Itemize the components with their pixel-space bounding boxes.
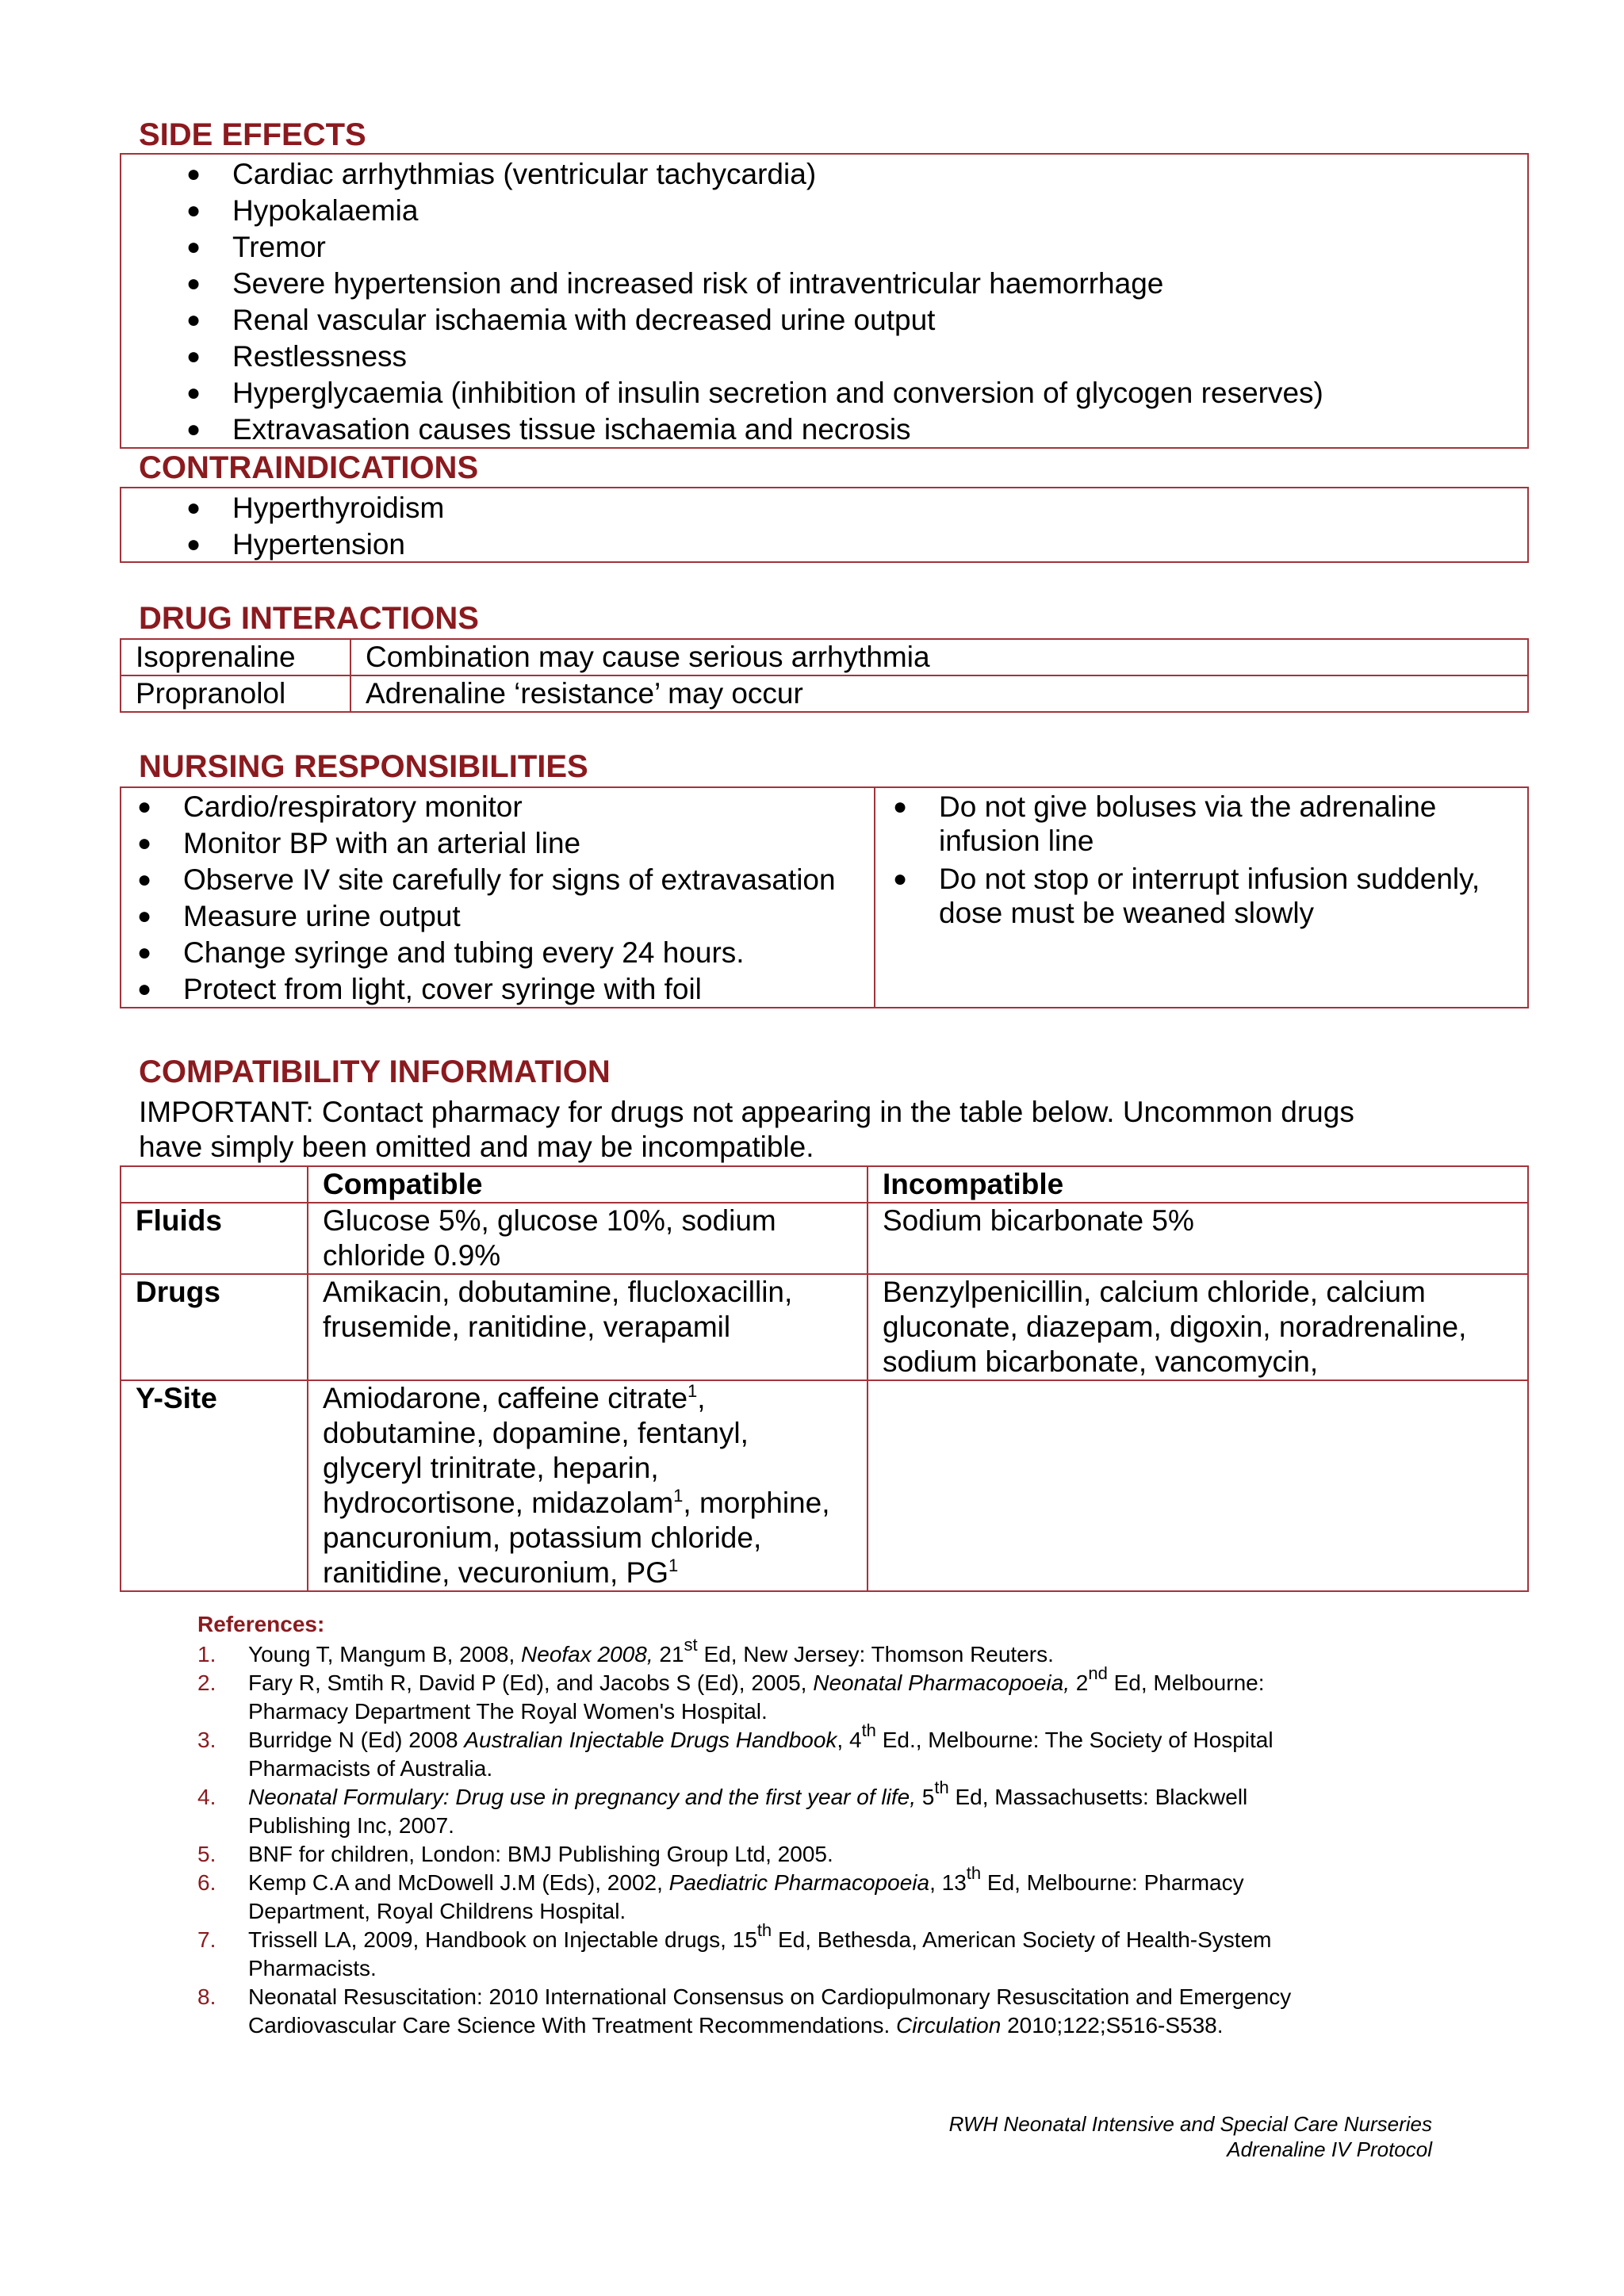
cell-line: Glucose 5%, glucose 10%, sodium <box>323 1204 776 1237</box>
table-row <box>121 639 1528 675</box>
list-item: Do not give boluses via the adrenaline <box>939 790 1437 823</box>
cell-line: dobutamine, dopamine, fentanyl, <box>323 1417 749 1449</box>
footer-line: Adrenaline IV Protocol <box>1227 2137 1432 2161</box>
list-item: Measure urine output <box>183 900 461 932</box>
list-item: Renal vascular ischaemia with decreased urine output <box>232 304 936 336</box>
list-item: Hyperthyroidism <box>232 492 445 524</box>
table-row <box>121 1380 1528 1591</box>
list-item: Change syringe and tubing every 24 hours. <box>183 936 745 969</box>
empty-header-cell <box>121 1166 308 1203</box>
fluids-compatible-cell <box>308 1203 868 1274</box>
bullet-icon: ● <box>137 867 152 893</box>
list-item: Restlessness <box>232 340 408 373</box>
reference-item: 1. Young T, Mangum B, 2008, Neofax 2008, 21st Ed, New Jersey: Thomson Reuters. <box>197 1635 1054 1667</box>
reference-item: 7. Trissell LA, 2009, Handbook on Injectable drugs, 15th Ed, Bethesda, American Society of Health-System Pharmacists. <box>197 1920 1272 1980</box>
table-row <box>121 1274 1528 1380</box>
compatibility-note-continued: have simply been omitted and may be incompatible. <box>139 1131 814 1163</box>
list-item: Hypertension <box>232 528 406 561</box>
table-row <box>121 675 1528 712</box>
bullet-icon: ● <box>186 343 201 369</box>
cell-line: Amiodarone, caffeine citrate$^1$, <box>323 1381 706 1414</box>
list-item: Protect from light, cover syringe with foil <box>183 973 702 1005</box>
list-item: Do not stop or interrupt infusion suddenly, <box>939 863 1480 895</box>
list-item: Monitor BP with an arterial line <box>183 827 581 859</box>
bullet-icon: ● <box>137 903 152 929</box>
drug-interactions-heading: DRUG INTERACTIONS <box>139 601 479 636</box>
list-item: Severe hypertension and increased risk of intraventricular haemorrhage <box>232 267 1164 300</box>
incompatible-header: Incompatible <box>868 1166 1528 1203</box>
bullet-icon: ● <box>186 416 201 442</box>
bullet-icon: ● <box>137 976 152 1002</box>
bullet-icon: ● <box>186 380 201 406</box>
list-item: Hypokalaemia <box>232 194 419 227</box>
bullet-icon: ● <box>893 794 908 820</box>
cell-line: ranitidine, vecuronium, $PG^1$ <box>323 1556 679 1589</box>
list-item-continued: infusion line <box>939 825 1094 857</box>
drugs-label: Drugs <box>121 1274 308 1380</box>
bullet-icon: ● <box>186 495 201 521</box>
ysite-incompatible-cell <box>868 1380 1528 1591</box>
list-item: Extravasation causes tissue ischaemia and necrosis <box>232 413 911 446</box>
bullet-icon: ● <box>186 270 201 297</box>
references-title: References: <box>197 1612 325 1636</box>
fluids-label: Fluids <box>121 1203 308 1274</box>
effect-cell: Combination may cause serious arrhythmia <box>350 639 1528 675</box>
reference-item: 6. Kemp C.A and McDowell J.M (Eds), 2002, Paediatric Pharmacopoeia, 13th Ed, Melbourne: Pharmacy Department, Royal Childrens Hospital. <box>197 1863 1244 1923</box>
bullet-icon: ● <box>186 531 201 557</box>
cell-line: sodium bicarbonate, vancomycin, <box>883 1345 1319 1378</box>
ysite-compatible-cell <box>308 1380 868 1591</box>
contraindications-heading: CONTRAINDICATIONS <box>139 450 479 485</box>
list-item-continued: dose must be weaned slowly <box>939 897 1315 929</box>
footer-line: RWH Neonatal Intensive and Special Care Nurseries <box>948 2112 1432 2136</box>
nursing-heading: NURSING RESPONSIBILITIES <box>139 749 588 784</box>
bullet-icon: ● <box>186 234 201 260</box>
reference-item: 2. Fary R, Smtih R, David P (Ed), and Jacobs S (Ed), 2005, Neonatal Pharmacopoeia, 2nd Ed, Melbourne: Pharmacy Department The Royal Women's Hospital. <box>197 1663 1265 1724</box>
bullet-icon: ● <box>186 197 201 224</box>
cell-line: hydrocortisone, midazolam$^1$, morphine, <box>323 1486 830 1519</box>
cell-line: glyceryl trinitrate, heparin, <box>323 1452 659 1484</box>
reference-item: 5. BNF for children, London: BMJ Publishing Group Ltd, 2005. <box>197 1842 833 1866</box>
table-row <box>121 1203 1528 1274</box>
bullet-icon: ● <box>137 794 152 820</box>
cell-line: pancuronium, potassium chloride, <box>323 1521 762 1554</box>
drugs-compatible-cell <box>308 1274 868 1380</box>
compatibility-note: IMPORTANT: Contact pharmacy for drugs not appearing in the table below. Uncommon drugs <box>139 1096 1354 1128</box>
table-header-row <box>121 1166 1528 1203</box>
effect-cell: Adrenaline ‘resistance’ may occur <box>350 675 1528 712</box>
reference-item: 4. Neonatal Formulary: Drug use in pregnancy and the first year of life, 5th Ed, Massachusetts: Blackwell Publishing Inc, 2007. <box>197 1777 1248 1838</box>
compatibility-table <box>120 1165 1529 1592</box>
list-item: Observe IV site carefully for signs of extravasation <box>183 863 836 896</box>
reference-item: 3. Burridge N (Ed) 2008 Australian Injectable Drugs Handbook, 4th Ed., Melbourne: The Society of Hospital Pharmacists of Australia. <box>197 1720 1274 1781</box>
list-item: Cardiac arrhythmias (ventricular tachycardia) <box>232 158 817 190</box>
reference-item: 8. Neonatal Resuscitation: 2010 International Consensus on Cardiopulmonary Resuscitation and Emergency Cardiovascular Care Science With Treatment Recommendations. Circulation 2010;122;S516-S538. <box>197 1984 1292 2038</box>
fluids-incompatible-cell: Sodium bicarbonate 5% <box>868 1203 1528 1274</box>
side-effects-heading: SIDE EFFECTS <box>139 117 366 152</box>
list-item: Tremor <box>232 231 326 263</box>
bullet-icon: ● <box>137 939 152 966</box>
list-item: Hyperglycaemia (inhibition of insulin secretion and conversion of glycogen reserves) <box>232 377 1323 409</box>
cell-line: Benzylpenicillin, calcium chloride, calcium <box>883 1276 1426 1308</box>
list-item: Cardio/respiratory monitor <box>183 790 523 823</box>
compatibility-heading: COMPATIBILITY INFORMATION <box>139 1054 611 1089</box>
bullet-icon: ● <box>137 830 152 856</box>
drug-cell: Isoprenaline <box>121 639 350 675</box>
drug-interactions-table <box>120 638 1529 713</box>
compatible-header: Compatible <box>308 1166 868 1203</box>
cell-line: chloride 0.9% <box>323 1239 501 1272</box>
bullet-icon: ● <box>893 866 908 892</box>
drug-cell: Propranolol <box>121 675 350 712</box>
cell-line: Amikacin, dobutamine, flucloxacillin, <box>323 1276 793 1308</box>
cell-line: frusemide, ranitidine, verapamil <box>323 1311 731 1343</box>
bullet-icon: ● <box>186 307 201 333</box>
bullet-icon: ● <box>186 161 201 187</box>
drugs-incompatible-cell <box>868 1274 1528 1380</box>
cell-line: gluconate, diazepam, digoxin, noradrenaline, <box>883 1311 1467 1343</box>
ysite-label: Y-Site <box>121 1380 308 1591</box>
